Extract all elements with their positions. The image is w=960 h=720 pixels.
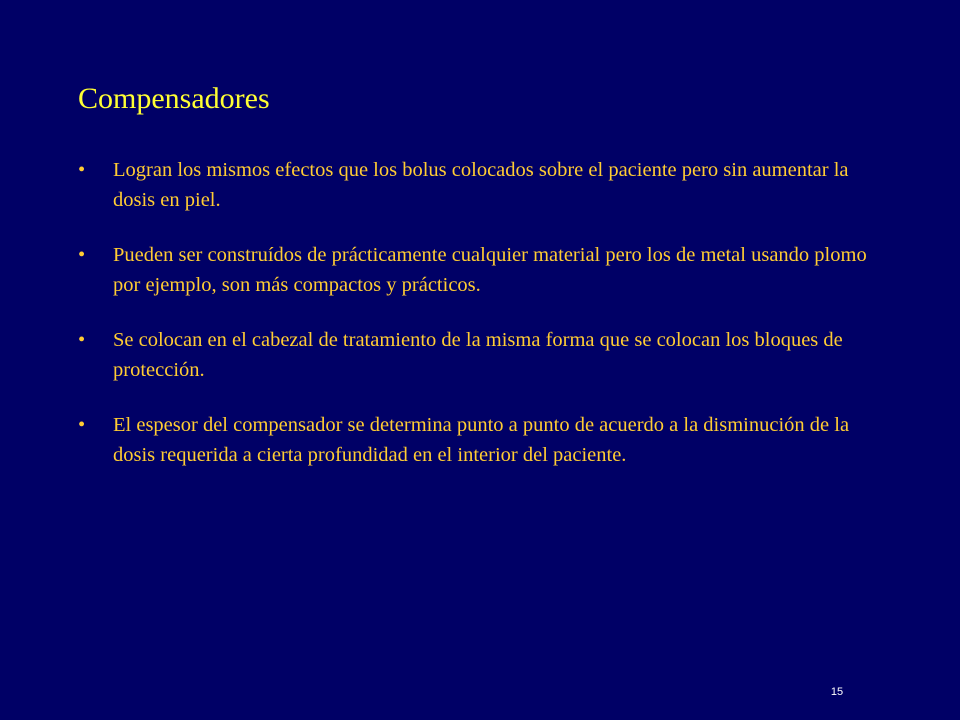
bullet-text: El espesor del compensador se determina punto a punto de acuerdo a la disminución de la dosis requerida a cierta profundidad en el interior del paciente.: [113, 414, 850, 466]
bullet-text: Pueden ser construídos de prácticamente cualquier material pero los de metal usando plomo por ejemplo, son más compactos y prácticos.: [113, 244, 867, 296]
bullet-item: [78, 155, 868, 215]
bullet-text: Se colocan en el cabezal de tratamiento de la misma forma que se colocan los bloques de protección.: [113, 329, 843, 381]
page-number: 15: [830, 686, 844, 698]
bullet-text: Logran los mismos efectos que los bolus colocados sobre el paciente pero sin aumentar la dosis en piel.: [113, 159, 849, 211]
bullet-dot-icon: •: [78, 159, 86, 181]
bullet-item: [78, 240, 868, 300]
slide-title: Compensadores: [78, 82, 270, 115]
bullet-item: [78, 410, 868, 470]
bullet-list: [78, 155, 868, 495]
bullet-item: [78, 325, 868, 385]
bullet-dot-icon: •: [78, 414, 86, 436]
bullet-dot-icon: •: [78, 244, 86, 266]
bullet-dot-icon: •: [78, 329, 86, 351]
